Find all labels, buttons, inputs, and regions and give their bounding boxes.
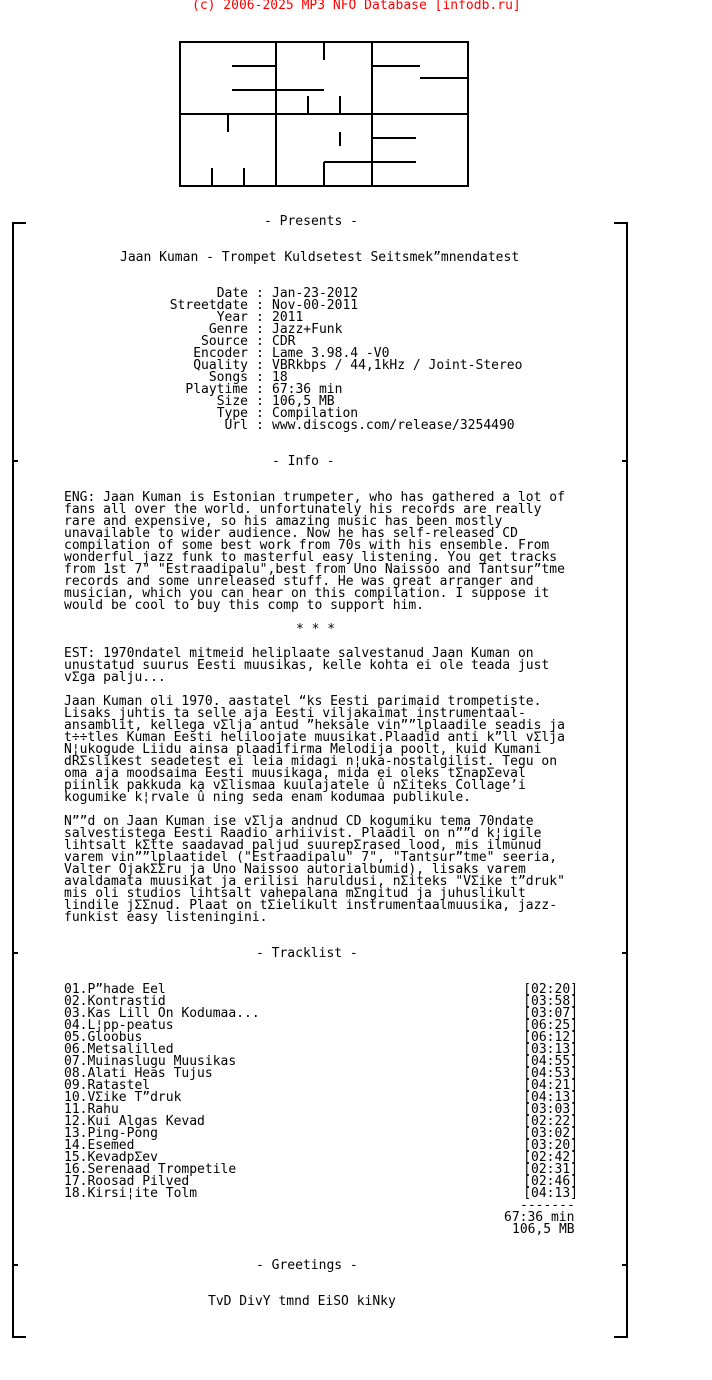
detail-value: Nov-00-2011 <box>272 298 359 313</box>
site-header: (c) 2006-2025 MP3 NFO Database [infodb.ru] <box>192 0 521 13</box>
paragraph-line: Lisaks juhtis ta selle aja Eesti viljakaimat instrumentaal- <box>64 706 526 721</box>
paragraph-line: kogumike k¦rvale û ning seda enam kodumaa publikule. <box>64 790 471 805</box>
greetings-text: TvD DivY tmnd EiSO kiNky <box>208 1294 396 1309</box>
paragraph-line: ENG: Jaan Kuman is Estonian trumpeter, who has gathered a lot of <box>64 490 565 505</box>
detail-colon: : <box>256 298 264 313</box>
detail-label: Date <box>216 286 248 301</box>
track-name: 03.Kas Lill On Kodumaa... <box>64 1006 260 1021</box>
paragraph-line: varem vin””lplaatidel ("Estraadipalu" 7", "Tantsur”tme" seeria, <box>64 850 558 865</box>
separator: * * * <box>296 622 336 637</box>
detail-colon: : <box>256 382 264 397</box>
detail-value: 2011 <box>272 310 304 325</box>
paragraph-line: unustatud suurus Eesti muusikas, kelle kohta ei ole teada just <box>64 658 550 673</box>
track-duration: [03:58] <box>523 994 578 1009</box>
paragraph-line: unavailable to wider audience. Now he has self-released CD <box>64 526 518 541</box>
track-duration: [06:12] <box>523 1030 578 1045</box>
paragraph-line: mis oli studios lihtsalt vahepalana mΣngitud ja juhuslikult <box>64 886 526 901</box>
frame-left-mark-tracklist <box>12 952 18 954</box>
track-name: 08.Alati Heas Tujus <box>64 1066 213 1081</box>
section-title-info: - Info - <box>272 454 335 469</box>
detail-value: 106,5 MB <box>272 394 335 409</box>
paragraph-line: rare and expensive, so his amazing music has been mostly <box>64 514 503 529</box>
detail-colon: : <box>256 346 264 361</box>
track-duration: [03:02] <box>523 1126 578 1141</box>
paragraph-line: lihtsalt kΣtte saadavad paljud suurepΣrased lood, mis ilmunud <box>64 838 542 853</box>
track-duration: [02:20] <box>523 982 578 997</box>
detail-label: Quality <box>193 358 248 373</box>
detail-colon: : <box>256 394 264 409</box>
paragraph-line: piinlik pakkuda ka vΣlismaa kuulajatele û nΣiteks Collage’i <box>64 778 526 793</box>
frame-right-border <box>626 222 628 1338</box>
detail-label: Songs <box>208 370 248 385</box>
track-duration: [03:20] <box>523 1138 578 1153</box>
detail-colon: : <box>256 358 264 373</box>
track-row <box>64 1188 578 1200</box>
frame-right-bottom-tick <box>614 1336 628 1338</box>
detail-value: CDR <box>272 334 296 349</box>
track-duration: [03:03] <box>523 1102 578 1117</box>
detail-label: Url <box>224 418 248 433</box>
paragraph-line: lindile jΣΣnud. Plaat on tΣielikult instrumentaalmuusika, jazz- <box>64 898 558 913</box>
track-name: 06.Metsalilled <box>64 1042 174 1057</box>
paragraph-line: compilation of some best work from 70s with his ensemble. From <box>64 538 550 553</box>
release-title: Jaan Kuman - Trompet Kuldsetest Seitsmek”mnendatest <box>120 250 520 265</box>
section-title-tracklist: - Tracklist - <box>256 946 358 961</box>
paragraph-line: avaldamata muusikat ja erilisi haruldusi, nΣiteks "VΣike t”druk" <box>64 874 565 889</box>
track-name: 13.Ping-Pong <box>64 1126 158 1141</box>
frame-right-mark-tracklist <box>622 952 628 954</box>
section-title-greetings: - Greetings - <box>256 1258 358 1273</box>
track-duration: [04:53] <box>523 1066 578 1081</box>
track-name: 04.L¦pp-peatus <box>64 1018 174 1033</box>
paragraph-line: salvestistega Eesti Raadio arhiivist. Plaadil on n””d k¦igile <box>64 826 542 841</box>
track-duration: [02:46] <box>523 1174 578 1189</box>
detail-label: Encoder <box>193 346 248 361</box>
paragraph-line: EST: 1970ndatel mitmeid heliplaate salvestanud Jaan Kuman on <box>64 646 534 661</box>
track-name: 10.VΣike T”druk <box>64 1090 182 1105</box>
detail-value: Jazz+Funk <box>272 322 343 337</box>
detail-label: Source <box>201 334 248 349</box>
track-row <box>64 1092 578 1104</box>
paragraph-line: musician, which you can hear on this compilation. I suppose it <box>64 586 550 601</box>
track-name: 17.Roosad Pilved <box>64 1174 190 1189</box>
detail-label: Streetdate <box>169 298 248 313</box>
detail-value: Compilation <box>272 406 359 421</box>
track-duration: [04:55] <box>523 1054 578 1069</box>
paragraph-line: N¦ukogude Liidu ainsa plaadifirma Melodija poolt, kuid Kumani <box>64 742 542 757</box>
track-name: 02.Kontrastid <box>64 994 166 1009</box>
totals-rule: ------- <box>520 1198 575 1213</box>
detail-label: Type <box>216 406 248 421</box>
paragraph-line: vΣga palju... <box>64 670 166 685</box>
track-duration: [03:07] <box>523 1006 578 1021</box>
detail-value: Lame 3.98.4 -V0 <box>272 346 390 361</box>
track-name: 05.Gloobus <box>64 1030 143 1045</box>
track-duration: [03:13] <box>523 1042 578 1057</box>
total-playtime: 67:36 min <box>504 1210 575 1225</box>
detail-colon: : <box>256 370 264 385</box>
detail-colon: : <box>256 406 264 421</box>
track-duration: [04:21] <box>523 1078 578 1093</box>
detail-colon: : <box>256 310 264 325</box>
paragraph-line: fans all over the world. unfortunately his records are really <box>64 502 542 517</box>
track-name: 09.Ratastel <box>64 1078 151 1093</box>
track-duration: [06:25] <box>523 1018 578 1033</box>
detail-value: VBRkbps / 44,1kHz / Joint-Stereo <box>272 358 523 373</box>
paragraph-line: ansamblit, kellega vΣlja antud ”heksale vin””lplaadile seadis ja <box>64 718 565 733</box>
paragraph-line: Valter OjakΣΣru ja Uno Naissoo autorialbumid), lisaks varem <box>64 862 526 877</box>
track-name: 11.Rahu <box>64 1102 119 1117</box>
detail-value: 67:36 min <box>272 382 343 397</box>
paragraph-line: would be cool to buy this comp to support him. <box>64 598 425 613</box>
detail-value: 18 <box>272 370 288 385</box>
frame-left-bottom-tick <box>12 1336 26 1338</box>
track-name: 15.KevadpΣev <box>64 1150 158 1165</box>
track-name: 14.Esemed <box>64 1138 135 1153</box>
track-duration: [02:31] <box>523 1162 578 1177</box>
track-duration: [04:13] <box>523 1090 578 1105</box>
section-title-presents: - Presents - <box>264 214 358 229</box>
frame-right-mark-greetings <box>622 1264 628 1266</box>
detail-colon: : <box>256 286 264 301</box>
paragraph-line: t÷÷tles Kuman Eesti heliloojate muusikat.Plaadid anti k”ll vΣlja <box>64 730 565 745</box>
total-size: 106,5 MB <box>512 1222 575 1237</box>
paragraph-line: dRΣslikest seadetest ei leia midagi n¦uka-nostalgilist. Tegu on <box>64 754 558 769</box>
detail-value: Jan-23-2012 <box>272 286 359 301</box>
track-duration: [04:13] <box>523 1186 578 1201</box>
track-row <box>64 1128 578 1140</box>
paragraph-line: from 1st 7" "Estraadipalu",best from Uno Naissoo and Tantsur”tme <box>64 562 565 577</box>
paragraph-line: Jaan Kuman oli 1970. aastatel “ks Eesti parimaid trompetiste. <box>64 694 542 709</box>
track-name: 01.P”hade Eel <box>64 982 166 997</box>
track-duration: [02:22] <box>523 1114 578 1129</box>
detail-value: www.discogs.com/release/3254490 <box>272 418 515 433</box>
track-duration: [02:42] <box>523 1150 578 1165</box>
emx-mp3-logo <box>178 40 470 188</box>
detail-label: Playtime <box>185 382 248 397</box>
frame-left-top-tick <box>12 222 26 224</box>
frame-left-mark-greetings <box>12 1264 18 1266</box>
paragraph-line: wonderful jazz funk to masterful easy listening. You get tracks <box>64 550 558 565</box>
detail-colon: : <box>256 334 264 349</box>
track-name: 12.Kui Algas Kevad <box>64 1114 205 1129</box>
paragraph-line: oma aja moodsaima Eesti muusikaga, mida ei oleks tΣnapΣeval <box>64 766 526 781</box>
frame-left-mark-info <box>12 460 18 462</box>
detail-label: Year <box>216 310 248 325</box>
detail-colon: : <box>256 418 264 433</box>
track-name: 16.Serenaad Trompetile <box>64 1162 237 1177</box>
frame-right-mark-info <box>622 460 628 462</box>
track-name: 18.Kirsi¦ite Tolm <box>64 1186 198 1201</box>
detail-label: Size <box>216 394 248 409</box>
paragraph-line: funkist easy listeningini. <box>64 910 268 925</box>
detail-colon: : <box>256 322 264 337</box>
track-name: 07.Muinaslugu Muusikas <box>64 1054 237 1069</box>
detail-label: Genre <box>208 322 248 337</box>
paragraph-line: N””d on Jaan Kuman ise vΣlja andnud CD kogumiku tema 70ndate <box>64 814 534 829</box>
paragraph-line: records and some unreleased stuff. He was great arranger and <box>64 574 534 589</box>
